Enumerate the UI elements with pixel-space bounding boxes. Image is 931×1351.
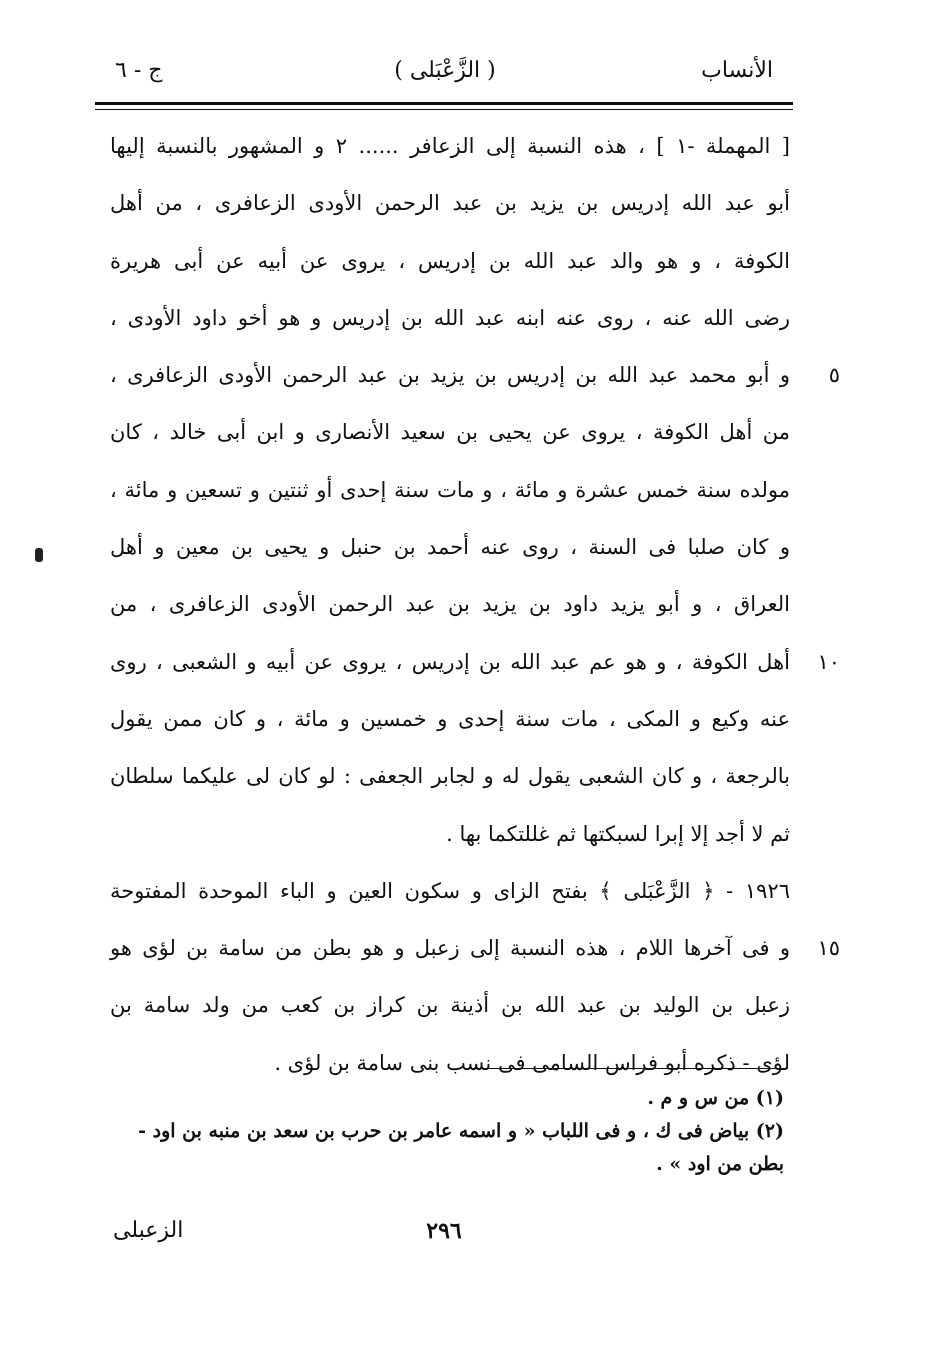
entry-heading-text: ١٩٢٦ - ﴿ الزَّعْبَلى ﴾ بفتح الزاى و سكون العين و الباء الموحدة المفتوحة xyxy=(110,878,790,903)
line-number: ٥ xyxy=(828,363,840,388)
header-rule-thin xyxy=(95,109,793,110)
line-text: لؤى - ذكره أبو فراس السامى فى نسب بنى سامة بن لؤى . xyxy=(274,1050,790,1075)
header-entry-title: ( الزَّعْبَلى ) xyxy=(394,58,496,83)
page-number: ٢٩٦ xyxy=(426,1218,462,1244)
line-text: العراق ، و أبو يزيد داود بن يزيد بن عبد الرحمن الأودى الزعافرى ، من xyxy=(110,592,790,617)
footnote-1: (١) من س و م . xyxy=(647,1087,784,1109)
footnote-2: (٢) بياض فى ك ، و فى اللباب « و اسمه عامر بن حرب بن سعد بن منبه بن اود - xyxy=(138,1120,784,1142)
footnote-2-continued: بطن من اود » . xyxy=(656,1153,784,1175)
line-text: و أبو محمد عبد الله بن إدريس بن يزيد بن عبد الرحمن الأودى الزعافرى ، xyxy=(110,363,790,388)
entry-heading-line xyxy=(100,863,790,920)
line-text: أهل الكوفة ، و هو عم عبد الله بن إدريس ، يروى عن أبيه و الشعبى ، روى xyxy=(110,649,790,674)
line-number: ١٠ xyxy=(817,649,840,674)
main-text xyxy=(100,118,840,1092)
running-header xyxy=(95,48,795,92)
line-number: ١٥ xyxy=(817,936,840,961)
line-text: زعبل بن الوليد بن عبد الله بن أذينة بن كراز بن كعب من ولد سامة بن xyxy=(110,993,790,1018)
line-text: رضى الله عنه ، روى عنه ابنه عبد الله بن إدريس و هو أخو داود الأودى ، xyxy=(110,305,790,330)
text-line xyxy=(100,977,790,1034)
line-text: مولده سنة خمس عشرة و مائة ، و مات سنة إحدى أو ثنتين و تسعين و مائة ، xyxy=(110,477,790,502)
header-book-title: الأنساب xyxy=(701,58,773,83)
text-line xyxy=(100,404,790,461)
page-footer xyxy=(95,1218,793,1258)
text-line xyxy=(100,519,790,576)
text-line xyxy=(100,576,790,633)
header-volume-number: ج - ٦ xyxy=(115,58,163,83)
line-text: و فى آخرها اللام ، هذه النسبة إلى زعبل و هو بطن من سامة بن لؤى هو xyxy=(110,936,790,961)
footnote-rule xyxy=(470,1068,788,1069)
text-line xyxy=(100,462,790,519)
footnotes xyxy=(100,1082,784,1181)
text-line xyxy=(100,748,790,805)
line-text: عنه وكيع و المكى ، مات سنة إحدى و خمسين و مائة ، و كان ممن يقول xyxy=(110,706,790,731)
text-line xyxy=(100,118,790,175)
text-line xyxy=(100,233,790,290)
line-text: و كان صلبا فى السنة ، روى عنه أحمد بن حنبل و يحيى بن معين و أهل xyxy=(110,535,790,560)
line-text: من أهل الكوفة ، يروى عن يحيى بن سعيد الأنصارى و ابن أبى خالد ، كان xyxy=(110,420,790,445)
catchword: الزعبلى xyxy=(113,1218,184,1243)
text-line xyxy=(100,806,790,863)
text-line xyxy=(100,634,840,691)
scan-speck-mark xyxy=(35,548,43,562)
line-text: أبو عبد الله إدريس بن يزيد بن عبد الرحمن الأودى الزعافرى ، من أهل xyxy=(110,191,790,216)
line-text: ثم لا أجد إلا إبرا لسبكتها ثم غللتكما بها . xyxy=(446,821,790,846)
line-text: الكوفة ، و هو والد عبد الله بن إدريس ، يروى عن أبيه عن أبى هريرة xyxy=(110,248,790,273)
text-line xyxy=(100,347,840,404)
text-line xyxy=(100,175,790,232)
text-line xyxy=(100,290,790,347)
line-text: [ المهملة -١ ] ، هذه النسبة إلى الزعافر ...... ٢ و المشهور بالنسبة إليها xyxy=(110,134,790,158)
header-rule-thick xyxy=(95,102,793,105)
text-line xyxy=(100,920,840,977)
text-line xyxy=(100,691,790,748)
line-text: بالرجعة ، و كان الشعبى يقول له و لجابر الجعفى : لو كان لى عليكما سلطان xyxy=(110,764,790,789)
